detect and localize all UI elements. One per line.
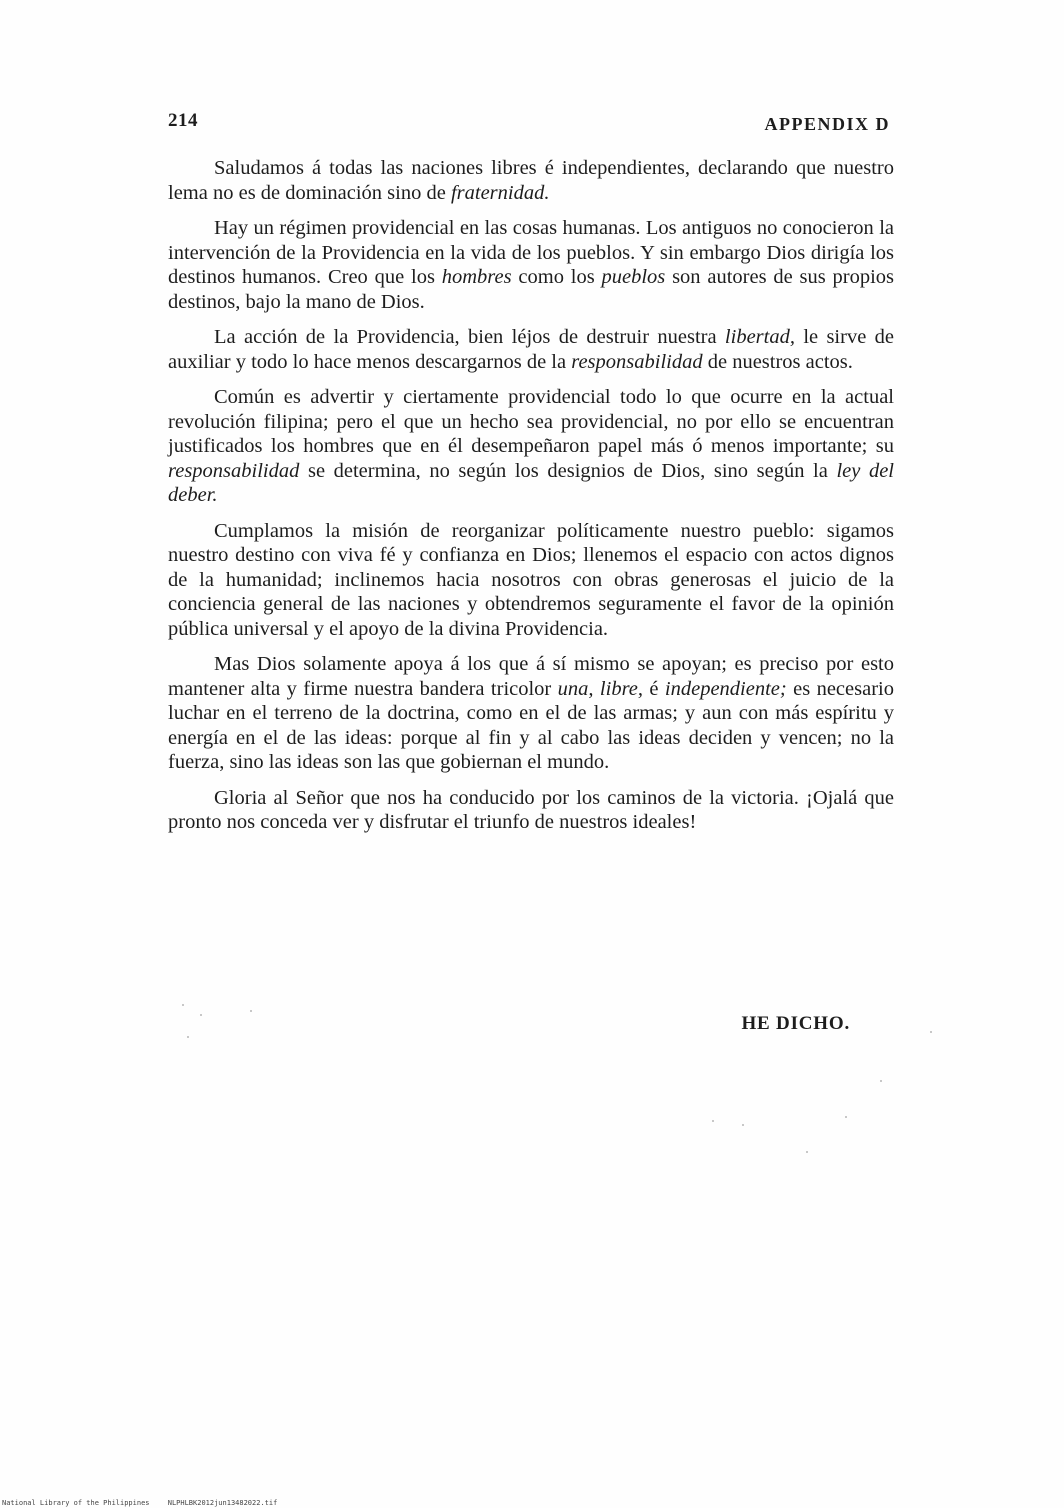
text-run: de nuestros actos. xyxy=(702,350,853,373)
scan-speck xyxy=(806,1151,808,1153)
body-paragraph xyxy=(168,519,894,642)
text-run: como los xyxy=(511,266,602,288)
text-run: Común es advertir y ciertamente providencial todo lo que ocurre en la actual revolución filipina; pero el que un hecho sea providencial, no por ello se encuentran justificados los hombres que en él desempeñaron papel más ó menos importante; su xyxy=(168,386,894,457)
text-run: Saludamos á todas las naciones libres é independientes, declarando que nuestro lema no es de dominación sino de xyxy=(168,157,894,204)
scan-speck xyxy=(187,1036,189,1038)
text-run: se determina, no según los designios de Dios, sino según la xyxy=(299,459,837,482)
body-paragraph xyxy=(168,652,894,775)
running-header xyxy=(168,110,890,140)
body-text xyxy=(168,156,894,846)
text-run: Gloria al Señor que nos ha conducido por los caminos de la victoria. ¡Ojalá que pronto nos conceda ver y disfrutar el triunfo de nuestros ideales! xyxy=(168,786,894,833)
scan-speck xyxy=(182,1004,184,1006)
text-run: le sirve de auxiliar y todo lo hace menos descargarnos de la xyxy=(168,326,894,373)
scan-speck xyxy=(930,1031,932,1033)
italic-run: independiente; xyxy=(664,677,787,700)
text-run: Mas Dios solamente apoya á los que á sí mismo se apoyan; es preciso por esto mantener alta y firme nuestra bandera tricolor xyxy=(168,653,894,700)
footer-scan-id: NLPHLBK2012jun13482022.tif xyxy=(167,1499,278,1507)
header-title: APPENDIX D xyxy=(764,114,890,134)
body-paragraph xyxy=(168,156,894,205)
italic-run: libertad, xyxy=(724,326,795,348)
italic-run: una, libre, xyxy=(557,677,644,700)
italic-run: fraternidad. xyxy=(450,181,550,204)
scan-speck xyxy=(250,1010,252,1012)
text-run: é xyxy=(643,677,665,700)
body-paragraph xyxy=(168,385,894,508)
italic-run: hombres xyxy=(441,266,512,288)
body-paragraph xyxy=(168,786,894,835)
italic-run: responsabilidad xyxy=(571,350,703,373)
scan-speck xyxy=(712,1120,714,1122)
text-run: Cumplamos la misión de reorganizar políticamente nuestro pueblo: sigamos nuestro destino con viva fé y confianza en Dios; llenemos el espacio con actos dignos de la humanidad; inclinemos hacia nosotros con obras generosas el juicio de la conciencia general de las naciones y obtendremos seguramente el favor de la opinión pública universal y el apoyo de la divina Providencia. xyxy=(168,519,894,640)
scan-speck xyxy=(880,1080,882,1082)
scan-speck xyxy=(742,1124,744,1126)
body-paragraph xyxy=(168,216,894,314)
italic-run: ley del deber. xyxy=(168,459,894,506)
text-run: La acción de la Providencia, bien léjos de destruir nuestra xyxy=(214,326,725,348)
scan-speck xyxy=(200,1014,202,1016)
text-run: son autores de sus propios destinos, bajo la mano de Dios. xyxy=(168,266,895,313)
signature: HE DICHO. xyxy=(741,1013,850,1034)
italic-run: responsabilidad xyxy=(168,459,300,482)
scan-speck xyxy=(845,1116,847,1118)
italic-run: pueblos xyxy=(601,266,666,288)
body-paragraph xyxy=(168,325,894,374)
page-number: 214 xyxy=(168,110,198,131)
scan-footer xyxy=(2,1499,277,1507)
footer-library: National Library of the Philippines xyxy=(2,1499,150,1507)
text-run: es necesario luchar en el terreno de la doctrina, como en el de las armas; y aun con más espíritu y energía en el de las ideas: porque al fin y al cabo las ideas deciden y vencen; no la fuerza, sino las ideas son las que gobiernan el mundo. xyxy=(168,677,894,773)
text-run: Hay un régimen providencial en las cosas humanas. Los antiguos no conocieron la intervención de la Providencia en la vida de los pueblos. Y sin embargo Dios dirigía los destinos humanos. Creo que los xyxy=(168,217,894,288)
